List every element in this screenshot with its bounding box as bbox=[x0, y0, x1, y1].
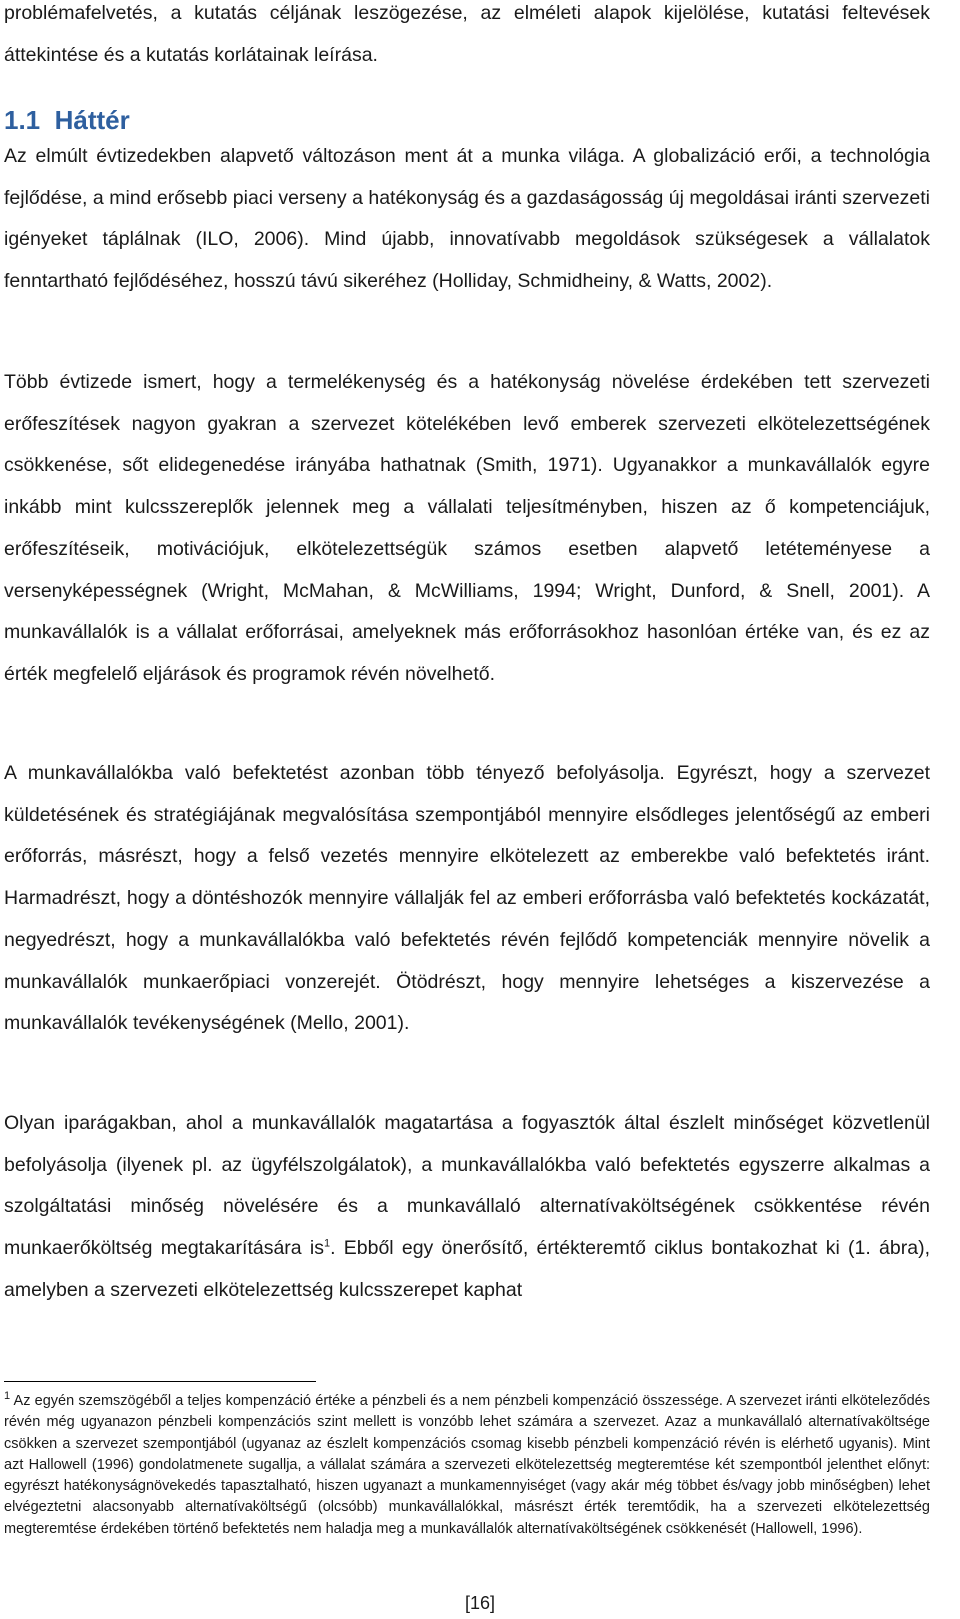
paragraph-4 bbox=[4, 1103, 930, 1312]
page-number: [16] bbox=[464, 1593, 496, 1613]
footnote-reference[interactable]: 1 bbox=[323, 1237, 331, 1250]
section-title: Háttér bbox=[54, 105, 130, 135]
intro-paragraph: problémafelvetés, a kutatás céljának leszögezése, az elméleti alapok kijelölése, kutatási feltevések áttekintése és a kutatás korlátainak leírása. bbox=[4, 2, 930, 66]
footnote-number: 1 bbox=[4, 1390, 11, 1403]
section-heading bbox=[4, 103, 930, 137]
paragraph-3: A munkavállalókba való befektetést azonban több tényező befolyásolja. Egyrészt, hogy a szervezet küldetésének és stratégiájának megvalósítása szempontjából mennyire elsődleges jelentőségű az emberi erőforrás, másrészt, hogy a felső vezetés mennyire elkötelezett az emberekbe való befektetés iránt. Harmadrészt, hogy a döntéshozók mennyire vállalják fel az emberi erőforrásba való befektetés kockázatát, negyedrészt, hogy a munkavállalókba való befektetés révén fejlődő kompetenciák mennyire növelik a munkavállalók munkaerőpiaci vonzerejét. Ötödrészt, hogy mennyire lehetséges a kiszervezése a munkavállalók tevékenységének (Mello, 2001). bbox=[4, 762, 930, 1035]
paragraph-2: Több évtizede ismert, hogy a termelékenység és a hatékonyság növelése érdekében tett szervezeti erőfeszítések nagyon gyakran a szervezet kötelékében levő emberek szervezeti elkötelezettségének csökkenése, sőt elidegenedése irányába hathatnak (Smith, 1971). Ugyanakkor a munkavállalók egyre inkább mint kulcsszereplők jelennek meg a vállalati teljesítményben, hiszen az ő kompetenciájuk, erőfeszítéseik, motivációjuk, elkötelezettségük számos esetben alapvető letéteményese a versenyképességnek (Wright, McMahan, & McWilliams, 1994; Wright, Dunford, & Snell, 2001). A munkavállalók is a vállalat erőforrásai, amelyeknek más erőforrásokhoz hasonlóan értéke van, és ez az érték megfelelő eljárások és programok révén növelhető. bbox=[4, 371, 930, 685]
footnote bbox=[4, 1391, 930, 1540]
paragraph-4-text-continued: . Ebből egy önerősítő, értékteremtő ciklus bontakozhat ki (1. ábra), amelyben a szervezeti elkötelezettség kulcsszerepet kaphat bbox=[4, 1237, 930, 1301]
section-number: 1.1 bbox=[4, 105, 41, 135]
paragraph-4-text: Olyan iparágakban, ahol a munkavállalók magatartása a fogyasztók által észlelt minőséget közvetlenül befolyásolja (ilyenek pl. az ügyfélszolgálatok), a munkavállalókba való befektetés egyszerre alkalmas a szolgáltatási minőség növelésére és a munkavállaló alternatívaköltségének csökkentése révén munkaerőköltség megtakarítására is bbox=[4, 1112, 930, 1260]
footnote-separator bbox=[4, 1381, 316, 1382]
paragraph-1: Az elmúlt évtizedekben alapvető változáson ment át a munka világa. A globalizáció erői, a technológia fejlődése, a mind erősebb piaci verseny a hatékonyság és a gazdaságosság új megoldásai iránti szervezeti igényeket táplálnak (ILO, 2006). Mind újabb, innovatívabb megoldások szükségesek a vállalatok fenntartható fejlődéséhez, hosszú távú sikeréhez (Holliday, Schmidheiny, & Watts, 2002). bbox=[4, 145, 930, 293]
footnote-text: Az egyén szemszögéből a teljes kompenzáció értéke a pénzbeli és a nem pénzbeli kompenzáció összessége. A szervezet iránti elköteleződés révén még ugyanazon pénzbeli kompenzációs szint mellett is vonzóbb lehet számára a szervezet. Azaz a munkavállaló alternatívaköltsége csökken a szervezet szempontjából (ugyanaz az észlelt kompenzációs csomag kisebb pénzbeli kompenzáció révén is elérhető ugyanis). Mint azt Hallowell (1996) gondolatmenete sugallja, a vállalat számára a szervezeti elkötelezettség megteremtése két szempontból jelenthet előnyt: egyrészt hatékonyságnövekedés tapasztalható, hiszen ugyanazt a munkamennyiséget (vagy akár még többet és/vagy jobb minőségben) lehet elvégeztetni alacsonyabb alternatívaköltségű (olcsóbb) munkavállalókkal, másrészt érték teremtődik, ha a szervezeti elkötelezettség megteremtése érdekében történő befektetés nem haladja meg a munkavállalók alternatívaköltségének csökkenését (Hallowell, 1996). bbox=[4, 1393, 930, 1537]
